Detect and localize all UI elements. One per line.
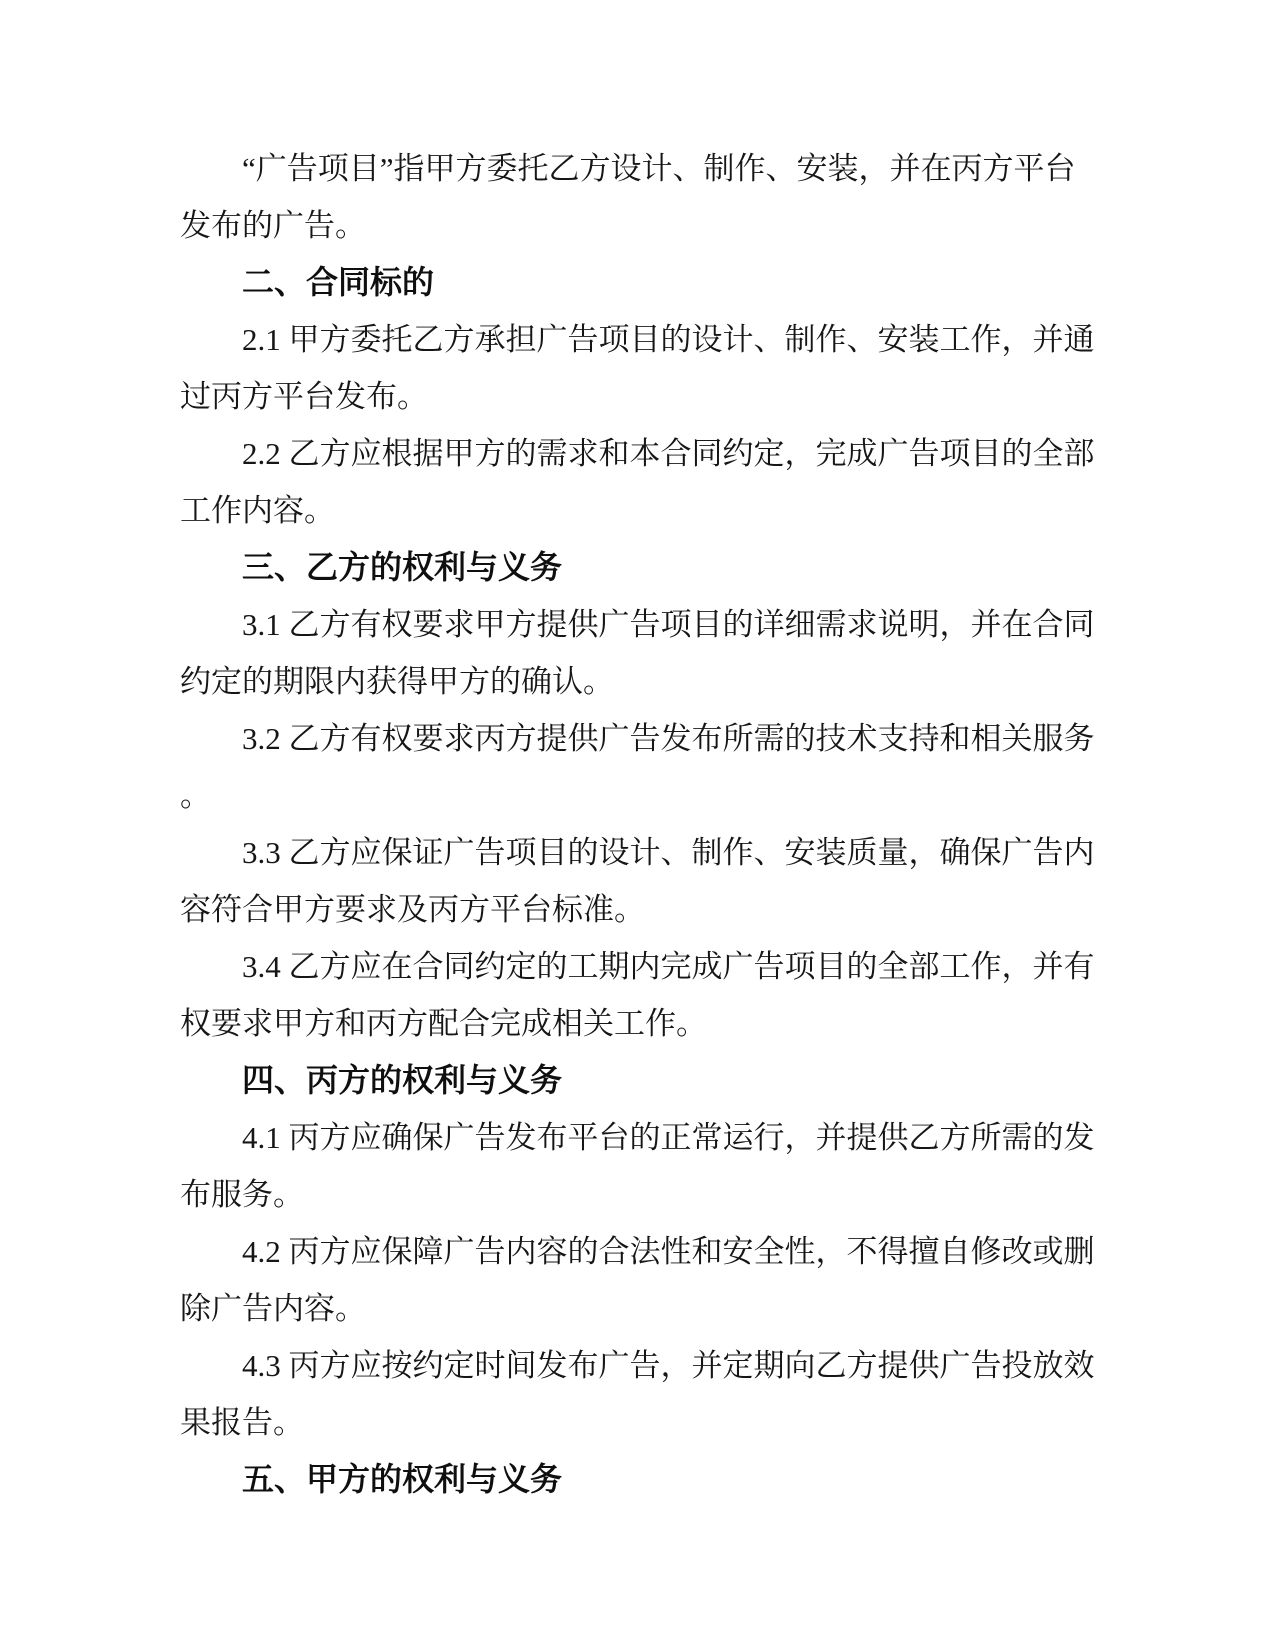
document-line: 容符合甲方要求及丙方平台标准。 [180, 892, 645, 927]
section-heading: 五、甲方的权利与义务 [242, 1461, 563, 1497]
document-line: 2.1 甲方委托乙方承担广告项目的设计、制作、安装工作，并通 [242, 322, 1095, 357]
section-heading: 三、乙方的权利与义务 [242, 549, 563, 585]
document-line: 2.2 乙方应根据甲方的需求和本合同约定，完成广告项目的全部 [242, 436, 1095, 471]
document-line: 除广告内容。 [180, 1291, 366, 1326]
document-line: 果报告。 [180, 1405, 304, 1440]
document-line: 4.3 丙方应按约定时间发布广告，并定期向乙方提供广告投放效 [242, 1348, 1095, 1383]
document-line: 。 [180, 778, 211, 813]
document-line: 过丙方平台发布。 [180, 379, 428, 414]
document-line: 4.2 丙方应保障广告内容的合法性和安全性，不得擅自修改或删 [242, 1234, 1095, 1269]
document-line: 布服务。 [180, 1177, 304, 1212]
document-line: 工作内容。 [180, 493, 335, 528]
document-line: 4.1 丙方应确保广告发布平台的正常运行，并提供乙方所需的发 [242, 1120, 1095, 1155]
document-line: 3.2 乙方有权要求丙方提供广告发布所需的技术支持和相关服务 [242, 721, 1095, 756]
document-line: 约定的期限内获得甲方的确认。 [180, 664, 614, 699]
document-line: “广告项目”指甲方委托乙方设计、制作、安装，并在丙方平台 [242, 151, 1076, 186]
section-heading: 四、丙方的权利与义务 [242, 1062, 563, 1098]
document-lines [180, 140, 1095, 1508]
document-line: 3.3 乙方应保证广告项目的设计、制作、安装质量，确保广告内 [242, 835, 1095, 870]
document-line: 3.1 乙方有权要求甲方提供广告项目的详细需求说明，并在合同 [242, 607, 1095, 642]
document-line: 发布的广告。 [180, 208, 366, 243]
document-line: 3.4 乙方应在合同约定的工期内完成广告项目的全部工作，并有 [242, 949, 1095, 984]
document-line: 权要求甲方和丙方配合完成相关工作。 [180, 1006, 707, 1041]
section-heading: 二、合同标的 [242, 264, 435, 300]
